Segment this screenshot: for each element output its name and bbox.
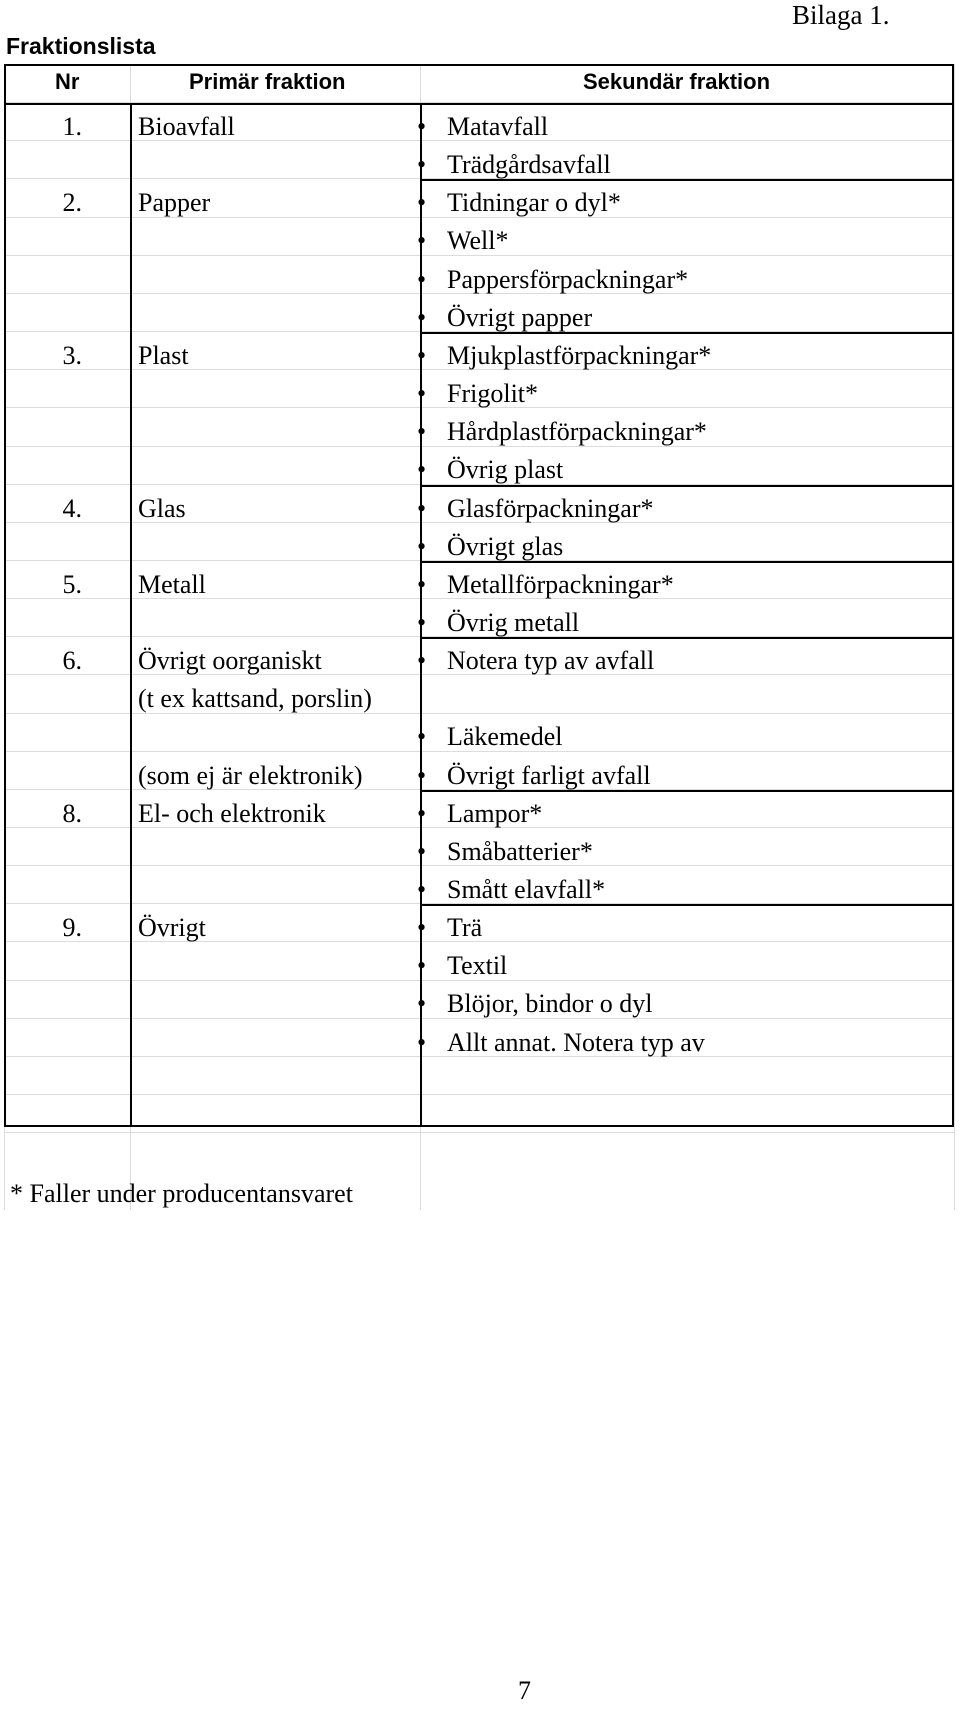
row-nr	[48, 222, 82, 260]
row-nr: 5.	[62, 570, 82, 599]
bullet-icon: •	[417, 494, 427, 523]
row-secondary-fraction	[417, 985, 653, 1023]
secondary-fraction-text: Matavfall	[447, 112, 549, 141]
secondary-fraction-text: Trä	[447, 913, 483, 942]
bullet-icon: •	[417, 913, 427, 942]
bullet-icon: •	[417, 722, 427, 751]
gridline	[4, 1094, 954, 1095]
row-secondary-fraction	[417, 566, 674, 604]
row-nr	[48, 451, 82, 489]
bullet-icon: •	[417, 1028, 427, 1057]
bullet-icon: •	[417, 303, 427, 332]
row-nr	[48, 146, 82, 184]
row-secondary-fraction	[417, 871, 605, 909]
row-nr	[48, 680, 82, 718]
secondary-fraction-text: Småbatterier*	[447, 837, 593, 866]
secondary-fraction-text: Övrigt glas	[447, 532, 564, 561]
row-secondary-fraction	[417, 375, 538, 413]
secondary-fraction-text: Pappersförpackningar*	[447, 265, 689, 294]
bullet-icon: •	[417, 761, 427, 790]
row-primary-fraction: Övrigt	[138, 913, 206, 942]
column-header-nr: Nr	[55, 69, 80, 94]
row-primary-fraction: Papper	[138, 188, 211, 217]
secondary-fraction-text: Metallförpackningar*	[447, 570, 674, 599]
row-nr	[48, 947, 82, 985]
row-secondary-fraction	[417, 299, 592, 337]
row-secondary-fraction	[417, 184, 621, 222]
secondary-fraction-text: Övrigt farligt avfall	[447, 761, 651, 790]
row-nr: 9.	[62, 913, 82, 942]
row-secondary-fraction	[417, 757, 651, 795]
row-secondary-fraction	[417, 146, 611, 184]
table-border	[952, 64, 954, 1127]
row-nr	[48, 604, 82, 642]
secondary-fraction-text: Tidningar o dyl*	[447, 188, 621, 217]
secondary-fraction-text: Övrigt papper	[447, 303, 593, 332]
table-border	[130, 103, 132, 1127]
secondary-fraction-text: Blöjor, bindor o dyl	[447, 989, 653, 1018]
secondary-fraction-text: Allt annat. Notera typ av	[447, 1028, 705, 1057]
row-primary-fraction: Glas	[138, 494, 186, 523]
table-border	[4, 64, 6, 1127]
row-secondary-fraction	[417, 604, 579, 642]
row-nr	[48, 757, 82, 795]
gridline	[954, 64, 955, 1210]
bullet-icon: •	[417, 112, 427, 141]
row-nr	[48, 375, 82, 413]
row-nr	[48, 718, 82, 756]
row-nr: 8.	[62, 799, 82, 828]
page-number: 7	[518, 1676, 531, 1705]
bullet-icon: •	[417, 188, 427, 217]
row-nr	[48, 413, 82, 451]
row-nr: 4.	[62, 494, 82, 523]
bullet-icon: •	[417, 226, 427, 255]
column-header-secondary: Sekundär fraktion	[583, 69, 771, 94]
row-nr: 2.	[62, 188, 82, 217]
table-border	[4, 1125, 954, 1127]
bullet-icon: •	[417, 799, 427, 828]
secondary-fraction-text: Notera typ av avfall	[447, 646, 655, 675]
row-primary-fraction: Metall	[138, 570, 206, 599]
row-nr	[48, 1024, 82, 1062]
secondary-fraction-text: Mjukplastförpackningar*	[447, 341, 712, 370]
bullet-icon: •	[417, 532, 427, 561]
row-nr: 6.	[62, 646, 82, 675]
row-nr	[48, 528, 82, 566]
row-nr	[48, 833, 82, 871]
row-secondary-fraction	[417, 909, 482, 947]
row-primary-fraction: Plast	[138, 341, 189, 370]
row-secondary-fraction	[417, 642, 654, 680]
row-nr	[48, 871, 82, 909]
row-secondary-fraction	[417, 222, 508, 260]
row-secondary-fraction	[417, 451, 563, 489]
row-secondary-fraction	[417, 490, 653, 528]
row-secondary-fraction	[417, 833, 593, 871]
bullet-icon: •	[417, 150, 427, 179]
row-secondary-fraction	[417, 108, 548, 146]
bullet-icon: •	[417, 989, 427, 1018]
row-secondary-fraction	[417, 413, 707, 451]
bullet-icon: •	[417, 265, 427, 294]
row-secondary-fraction	[417, 1024, 705, 1062]
secondary-fraction-text: Trädgårdsavfall	[447, 150, 611, 179]
secondary-fraction-text: Hårdplastförpackningar*	[447, 417, 707, 446]
table-border	[4, 64, 954, 66]
row-primary-fraction: (som ej är elektronik)	[138, 761, 363, 790]
row-nr	[48, 261, 82, 299]
secondary-fraction-text: Frigolit*	[447, 379, 539, 408]
row-secondary-fraction	[417, 261, 688, 299]
bullet-icon: •	[417, 570, 427, 599]
bullet-icon: •	[417, 455, 427, 484]
row-primary-fraction: Övrigt oorganiskt	[138, 646, 322, 675]
column-header-primary: Primär fraktion	[189, 69, 346, 94]
bullet-icon: •	[417, 875, 427, 904]
secondary-fraction-text: Well*	[447, 226, 509, 255]
row-primary-fraction: Bioavfall	[138, 112, 235, 141]
bullet-icon: •	[417, 608, 427, 637]
secondary-fraction-text: Smått elavfall*	[447, 875, 606, 904]
list-title: Fraktionslista	[6, 33, 156, 59]
secondary-fraction-text: Textil	[447, 951, 508, 980]
bullet-icon: •	[417, 951, 427, 980]
row-primary-fraction: El- och elektronik	[138, 799, 326, 828]
bullet-icon: •	[417, 417, 427, 446]
gridline	[4, 1132, 954, 1133]
row-nr: 1.	[62, 112, 82, 141]
bullet-icon: •	[417, 379, 427, 408]
secondary-fraction-text: Övrig metall	[447, 608, 580, 637]
row-primary-fraction: (t ex kattsand, porslin)	[138, 684, 372, 713]
secondary-fraction-text: Övrig plast	[447, 455, 564, 484]
secondary-fraction-text: Läkemedel	[447, 722, 563, 751]
row-secondary-fraction	[417, 528, 563, 566]
bullet-icon: •	[417, 341, 427, 370]
row-nr	[48, 985, 82, 1023]
row-secondary-fraction	[417, 795, 542, 833]
bullet-icon: •	[417, 646, 427, 675]
row-secondary-fraction	[417, 718, 563, 756]
row-nr	[48, 299, 82, 337]
row-nr: 3.	[62, 341, 82, 370]
row-secondary-fraction	[417, 337, 711, 375]
secondary-fraction-text: Lampor*	[447, 799, 543, 828]
bullet-icon: •	[417, 837, 427, 866]
row-secondary-fraction	[417, 947, 507, 985]
table-border	[4, 103, 954, 105]
secondary-fraction-text: Glasförpackningar*	[447, 494, 654, 523]
footnote: * Faller under producentansvaret	[10, 1179, 353, 1208]
appendix-label: Bilaga 1.	[792, 0, 890, 30]
